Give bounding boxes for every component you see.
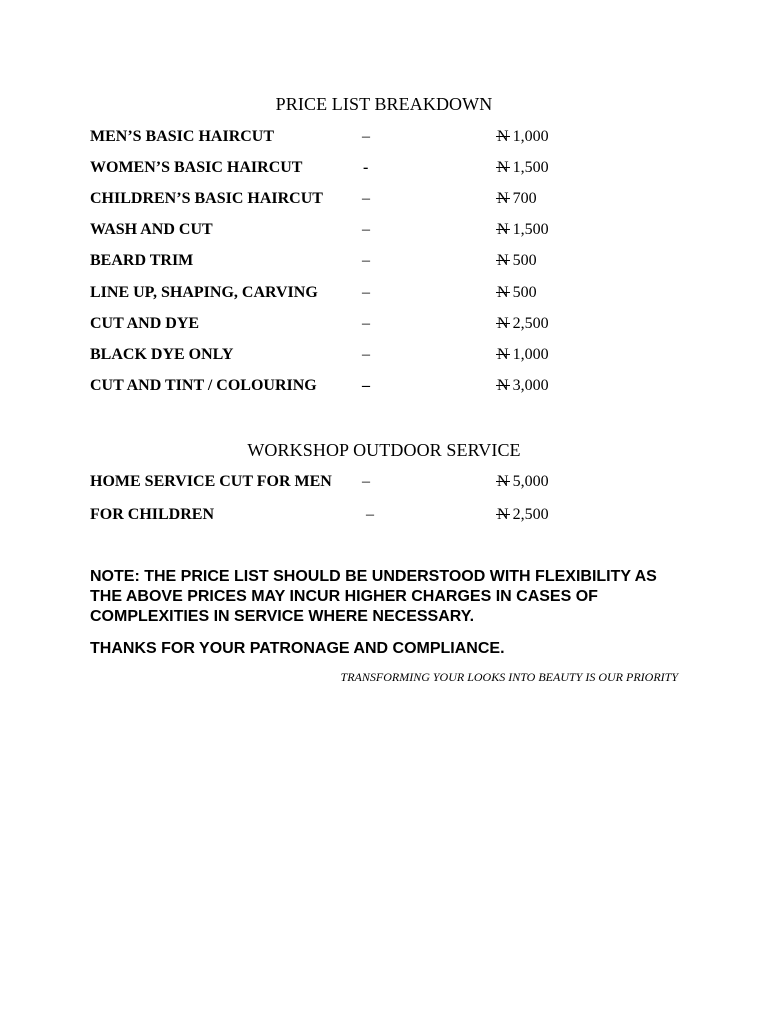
price-amount: 3,000 — [512, 377, 549, 394]
service-name: BLACK DYE ONLY — [90, 346, 234, 363]
service-price — [497, 126, 549, 148]
price-row — [90, 188, 690, 210]
price-row — [90, 282, 690, 304]
price-amount: 1,000 — [512, 128, 549, 145]
price-row — [90, 157, 690, 179]
service-price — [497, 250, 537, 272]
price-amount: 500 — [512, 284, 537, 301]
naira-sign-icon: N — [497, 282, 509, 304]
price-amount: 5,000 — [512, 473, 549, 490]
flexibility-note: NOTE: THE PRICE LIST SHOULD BE UNDERSTOOD WITH FLEXIBILITY AS THE ABOVE PRICES MAY INCUR HIGHER CHARGES IN CASES OF COMPLEXITIES IN SERVICE WHERE NECESSARY. — [90, 568, 657, 625]
naira-sign-icon: N — [497, 250, 509, 272]
tagline: TRANSFORMING YOUR LOOKS INTO BEAUTY IS OUR PRIORITY — [340, 670, 678, 684]
separator-dash: - — [363, 159, 369, 176]
naira-sign-icon: N — [497, 313, 509, 335]
price-row — [90, 313, 690, 335]
naira-sign-icon: N — [497, 471, 509, 493]
thanks-line: THANKS FOR YOUR PATRONAGE AND COMPLIANCE. — [90, 640, 505, 657]
price-amount: 2,500 — [512, 506, 549, 523]
price-amount: 1,500 — [512, 221, 549, 238]
price-amount: 500 — [512, 252, 537, 269]
separator-dash: – — [362, 252, 370, 269]
service-price — [497, 188, 537, 210]
service-price — [497, 471, 549, 493]
separator-dash: – — [362, 315, 370, 332]
price-row — [90, 471, 690, 493]
service-price — [497, 313, 549, 335]
separator-dash: – — [362, 377, 370, 394]
naira-sign-icon: N — [497, 344, 509, 366]
separator-dash: – — [362, 128, 370, 145]
price-row — [90, 126, 690, 148]
service-price — [497, 219, 549, 241]
price-row — [90, 250, 690, 272]
service-name: HOME SERVICE CUT FOR MEN — [90, 473, 332, 490]
naira-sign-icon: N — [497, 188, 509, 210]
separator-dash: – — [362, 346, 370, 363]
separator-dash: – — [362, 190, 370, 207]
price-amount: 2,500 — [512, 315, 549, 332]
naira-sign-icon: N — [497, 375, 509, 397]
service-price — [497, 375, 549, 397]
service-name: FOR CHILDREN — [90, 506, 215, 523]
service-name: MEN’S BASIC HAIRCUT — [90, 128, 275, 145]
service-name: CUT AND DYE — [90, 315, 200, 332]
price-row — [90, 219, 690, 241]
price-list-title: PRICE LIST BREAKDOWN — [275, 94, 493, 114]
price-amount: 700 — [512, 190, 537, 207]
separator-dash: – — [366, 506, 374, 523]
service-name: CHILDREN’S BASIC HAIRCUT — [90, 190, 323, 207]
separator-dash: – — [362, 473, 370, 490]
service-price — [497, 504, 549, 526]
price-row — [90, 504, 690, 526]
naira-sign-icon: N — [497, 219, 509, 241]
naira-sign-icon: N — [497, 504, 509, 526]
outdoor-service-title: WORKSHOP OUTDOOR SERVICE — [247, 440, 521, 460]
service-name: BEARD TRIM — [90, 252, 194, 269]
price-row — [90, 344, 690, 366]
service-name: CUT AND TINT / COLOURING — [90, 377, 317, 394]
service-name: WOMEN’S BASIC HAIRCUT — [90, 159, 303, 176]
separator-dash: – — [362, 284, 370, 301]
price-amount: 1,500 — [512, 159, 549, 176]
price-row — [90, 375, 690, 397]
service-price — [497, 344, 549, 366]
separator-dash: – — [362, 221, 370, 238]
service-price — [497, 282, 537, 304]
service-name: WASH AND CUT — [90, 221, 213, 238]
service-name: LINE UP, SHAPING, CARVING — [90, 284, 318, 301]
service-price — [497, 157, 549, 179]
naira-sign-icon: N — [497, 126, 509, 148]
naira-sign-icon: N — [497, 157, 509, 179]
price-amount: 1,000 — [512, 346, 549, 363]
